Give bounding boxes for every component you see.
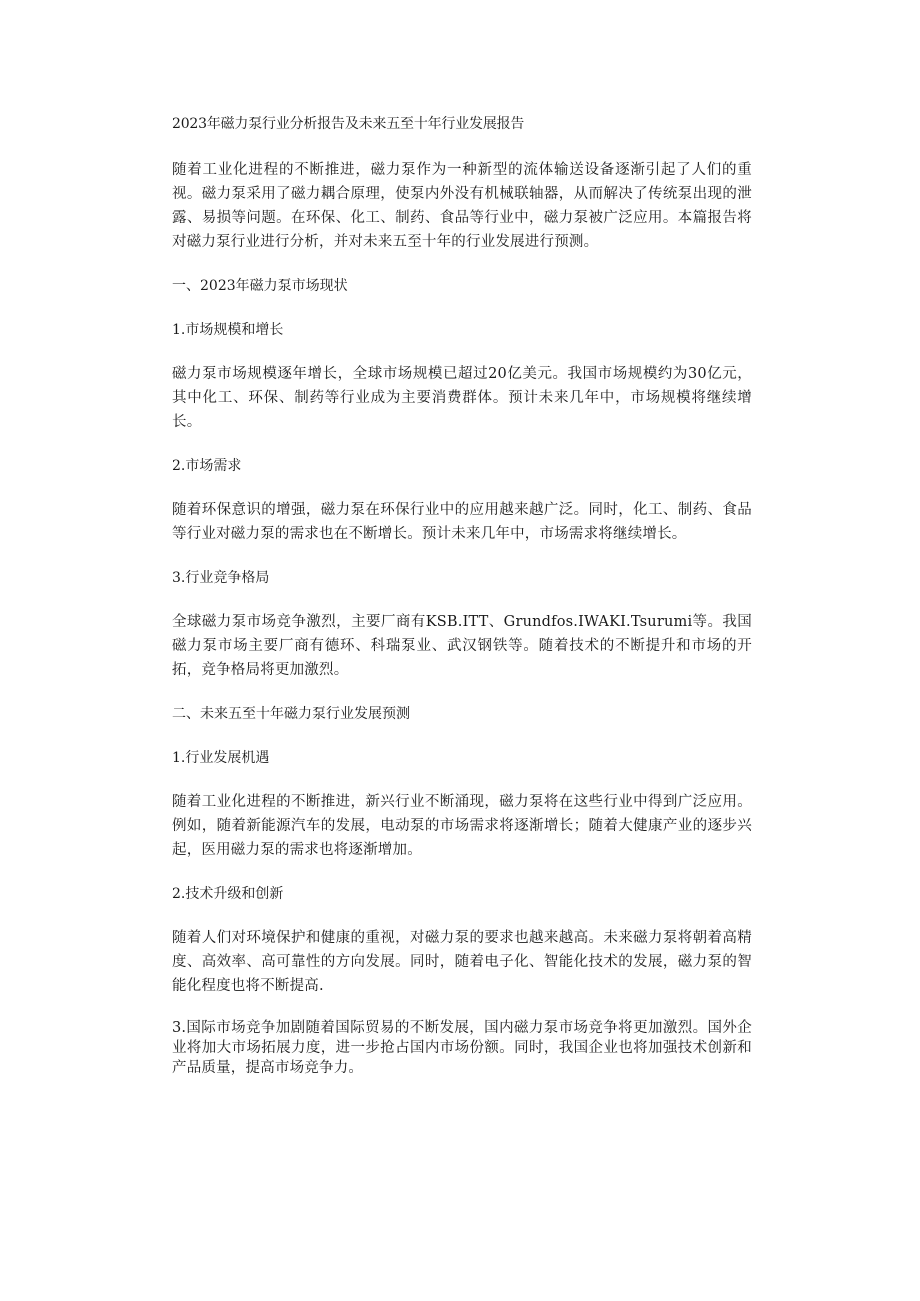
- section-2-sub-1-heading: 1.行业发展机遇: [172, 750, 270, 766]
- section-1-sub-1-heading: 1.市场规模和增长: [172, 322, 284, 338]
- section-2-sub-2-text: 随着人们对环境保护和健康的重视，对磁力泵的要求也越来越高。未来磁力泵将朝着高精度、高效率、高可靠性的方向发展。同时，随着电子化、智能化技术的发展，磁力泵的智能化程度也将不断提高.: [172, 930, 752, 994]
- section-1-sub-1-text: 磁力泵市场规模逐年增长，全球市场规模已超过20亿美元。我国市场规模约为30亿元，其中化工、环保、制药等行业成为主要消费群体。预计未来几年中，市场规模将继续增长。: [172, 366, 752, 430]
- document-body: [172, 112, 752, 1098]
- document-title: 2023年磁力泵行业分析报告及未来五至十年行业发展报告: [172, 116, 525, 132]
- section-2-sub-1-text: 随着工业化进程的不断推进，新兴行业不断涌现，磁力泵将在这些行业中得到广泛应用。例如，随着新能源汽车的发展，电动泵的市场需求将逐渐增长；随着大健康产业的逐步兴起，医用磁力泵的需求也将逐渐增加。: [172, 794, 752, 858]
- section-2-sub-2-heading: 2.技术升级和创新: [172, 886, 284, 902]
- section-1-sub-3-text: 全球磁力泵市场竞争激烈，主要厂商有KSB.ITT、Grundfos.IWAKI.Tsurumi等。我国磁力泵市场主要厂商有德环、科瑞泵业、武汉钢铁等。随着技术的不断提升和市场的开拓，竞争格局将更加激烈。: [172, 614, 752, 678]
- section-1-sub-2-text: 随着环保意识的增强，磁力泵在环保行业中的应用越来越广泛。同时，化工、制药、食品等行业对磁力泵的需求也在不断增长。预计未来几年中，市场需求将继续增长。: [172, 502, 752, 542]
- section-2-heading: 二、未来五至十年磁力泵行业发展预测: [172, 706, 410, 722]
- section-2-sub-3-text: 3.国际市场竞争加剧随着国际贸易的不断发展，国内磁力泵市场竞争将更加激烈。国外企业将加大市场拓展力度，进一步抢占国内市场份额。同时，我国企业也将加强技术创新和产品质量，提高市场竞争力。: [172, 1020, 752, 1076]
- section-1-sub-3-heading: 3.行业竞争格局: [172, 570, 270, 586]
- section-1-heading: 一、2023年磁力泵市场现状: [172, 278, 348, 294]
- intro-paragraph: 随着工业化进程的不断推进，磁力泵作为一种新型的流体输送设备逐渐引起了人们的重视。磁力泵采用了磁力耦合原理，使泵内外没有机械联轴器，从而解决了传统泵出现的泄露、易损等问题。在环保、化工、制药、食品等行业中，磁力泵被广泛应用。本篇报告将对磁力泵行业进行分析，并对未来五至十年的行业发展进行预测。: [172, 162, 752, 250]
- section-1-sub-2-heading: 2.市场需求: [172, 458, 242, 474]
